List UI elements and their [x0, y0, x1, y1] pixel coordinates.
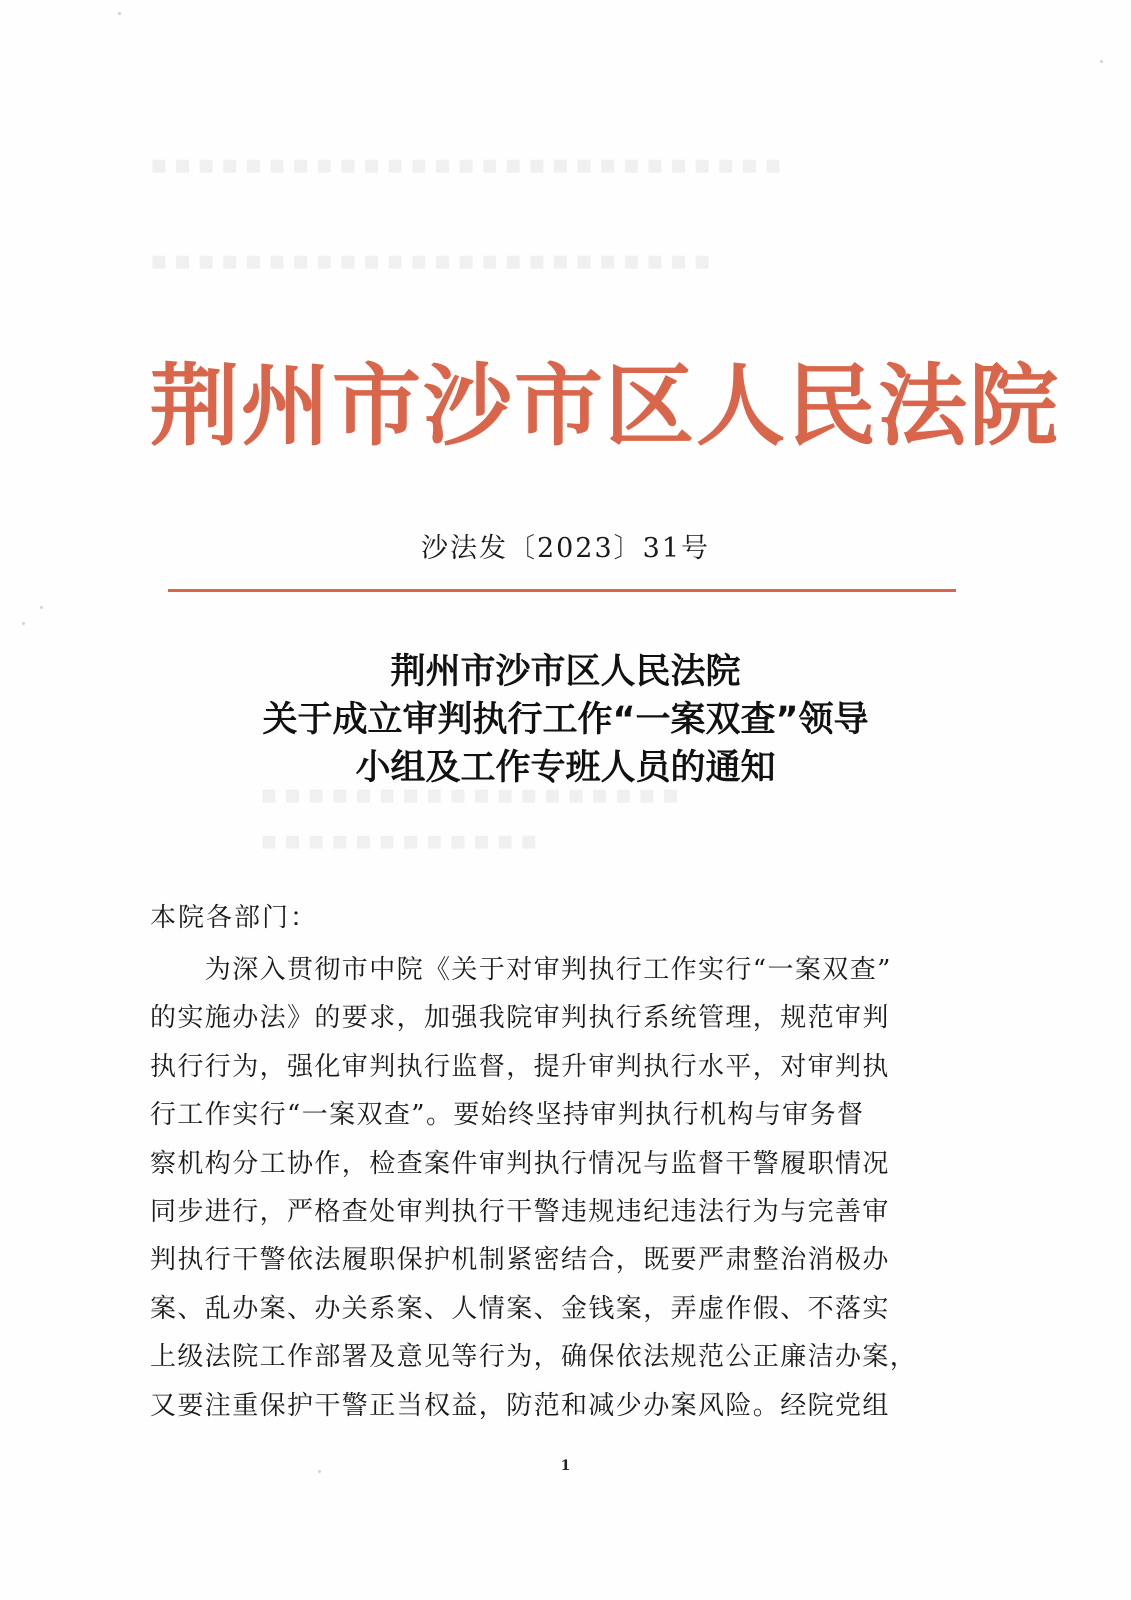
body-line: 的实施办法》的要求，加强我院审判执行系统管理，规范审判: [150, 1003, 890, 1034]
salutation: 本院各部门：: [150, 903, 319, 933]
body-line: 为深入贯彻市中院《关于对审判执行工作实行“一案双查”: [150, 955, 892, 985]
red-divider-line: [168, 589, 956, 592]
bleed-through-text: ▪▪▪▪▪▪▪▪▪▪▪▪▪▪▪▪▪▪▪▪▪▪▪▪: [150, 246, 717, 276]
notice-title-line: 小组及工作专班人员的通知: [355, 748, 776, 788]
body-line: 同步进行，严格查处审判执行干警违规违纪违法行为与完善审: [150, 1196, 890, 1227]
bleed-through-text: ▪▪▪▪▪▪▪▪▪▪▪▪▪▪▪▪▪▪▪▪▪▪▪▪▪▪▪: [150, 150, 788, 180]
body-line: 判执行干警依法履职保护机制紧密结合，既要严肃整治消极办: [150, 1245, 890, 1276]
body-paragraph: [150, 946, 980, 1430]
notice-title: [120, 648, 1011, 792]
page-number: 1: [560, 1458, 571, 1474]
body-line: 上级法院工作部署及意见等行为，确保依法规范公正廉洁办案，: [150, 1342, 918, 1373]
body-line: 又要注重保护干警正当权益，防范和减少办案风险。经院党组: [150, 1390, 890, 1421]
notice-title-line: 关于成立审判执行工作“一案双查”领导: [262, 700, 869, 740]
scan-speck: [22, 622, 25, 625]
body-line: 行工作实行“一案双查”。要始终坚持审判执行机构与审务督: [150, 1100, 865, 1131]
court-header-title: 荆州市沙市区人民法院: [150, 354, 1060, 458]
bleed-through-text: ▪▪▪▪▪▪▪▪▪▪▪▪: [260, 826, 544, 856]
body-line: 执行行为，强化审判执行监督，提升审判执行水平，对审判执: [150, 1051, 890, 1082]
scan-speck: [40, 606, 43, 609]
bleed-through-text: ▪▪▪▪▪▪▪▪▪▪▪▪▪▪▪▪▪▪: [260, 780, 686, 810]
scan-speck: [118, 12, 121, 15]
notice-title-line: 荆州市沙市区人民法院: [390, 652, 741, 692]
scan-speck: [318, 1470, 321, 1473]
body-line: 察机构分工协作，检查案件审判执行情况与监督干警履职情况: [150, 1148, 890, 1179]
scan-speck: [1100, 60, 1103, 63]
document-number: 沙法发〔2023〕31号: [420, 533, 711, 564]
body-line: 案、乱办案、办关系案、人情案、金钱案，弄虚作假、不落实: [150, 1293, 890, 1324]
